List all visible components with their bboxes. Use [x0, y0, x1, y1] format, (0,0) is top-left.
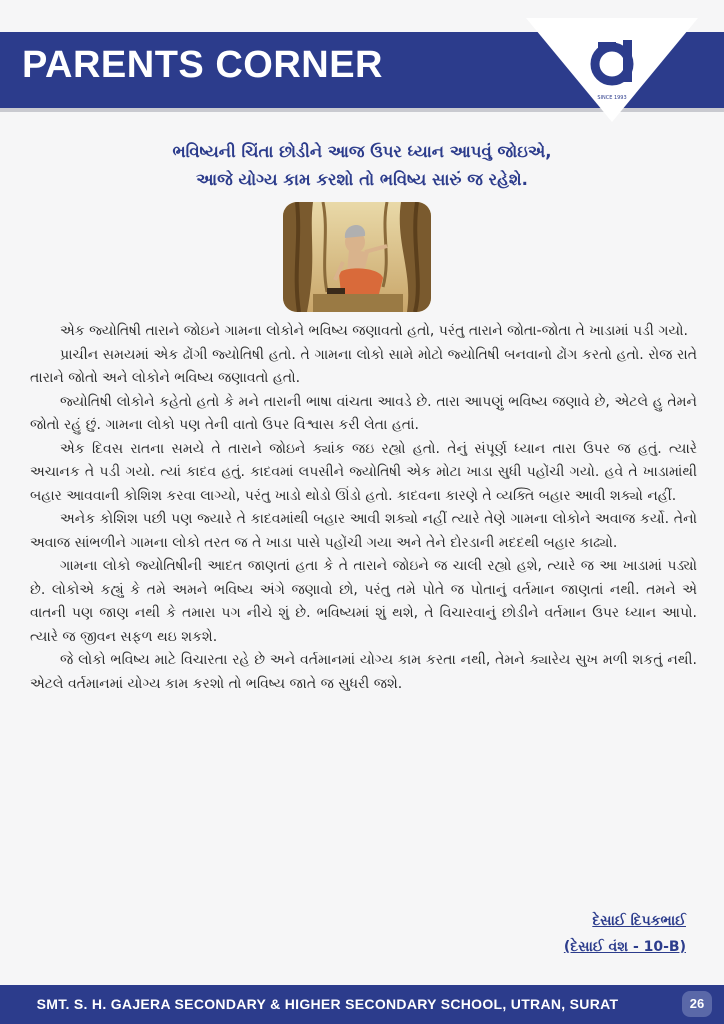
- paragraph: એક જ્યોતિષી તારાને જોઇને ગામના લોકોને ભવિષ્ય જણાવતો હતો, પરંતુ તારાને જોતા-જોતા તે ખાડામાં પડી ગયો.: [60, 323, 688, 339]
- section-title: PARENTS CORNER: [22, 44, 383, 86]
- paragraph: ગામના લોકો જ્યોતિષીની આદત જાણતાં હતા કે તે તારાને જોઇને જ ચાલી રહ્યો હશે, ત્યારે જ આ ખાડામાં પડ્યો છે. લોકોએ કહ્યું કે તમે અમને ભવિષ્ય અંગે જણાવો છો, પરંતુ તમે પોતે જ પોતાનું વર્તમાન જાણતાં નથી. તમને એ વાતની પણ જાણ નથી કે તમારા પગ નીચે શું છે. ભવિષ્યમાં શું થશે, તે વિચારવાનું છોડીને વર્તમાન ઉપર ધ્યાન આપો. ત્યારે જ જીવન સફળ થઇ શકશે.: [30, 558, 697, 645]
- paragraph: અનેક કોશિશ પછી પણ જ્યારે તે કાદવમાંથી બહાર આવી શક્યો નહીં ત્યારે તેણે ગામના લોકોને અવાજ કર્યો. તેનો અવાજ સાંભળીને ગામના લોકો તરત જ તે ખાડા પાસે પહોંચી ગયા અને તેને દોરડાની મદદથી બહાર કાઢ્યો.: [30, 511, 697, 551]
- article-body: [30, 320, 697, 696]
- page-footer: [0, 985, 724, 1024]
- logo-icon: [568, 30, 656, 94]
- school-logo: [568, 30, 656, 110]
- headline-line-2: આજે યોગ્ય કામ કરશો તો ભવિષ્ય સારું જ રહેશે.: [196, 170, 528, 189]
- paragraph: પ્રાચીન સમયમાં એક ઢોંગી જ્યોતિષી હતો. તે ગામના લોકો સામે મોટો જ્યોતિષી બનવાનો ઢોંગ કરતો હતો. રોજ રાતે તારાને જોતો અને લોકોને ભવિષ્ય જણાવતો હતો.: [30, 346, 697, 386]
- article-headline: [0, 138, 724, 194]
- paragraph: જ્યોતિષી લોકોને કહેતો હતો કે મને તારાની ભાષા વાંચતા આવડે છે. તારા આપણું ભવિષ્ય જણાવે છે, એટલે હુ તેમને જોતો રહું છું. ગામના લોકો પણ તેની વાતો ઉપર વિશ્વાસ કરી લેતા હતાં.: [30, 393, 697, 433]
- author-signature: [564, 908, 686, 960]
- paragraph: એક દિવસ રાતના સમયે તે તારાને જોઇને ક્યાંક જઇ રહ્યો હતો. તેનું સંપૂર્ણ ધ્યાન તારા ઉપર જ હતું. ત્યારે અચાનક તે પડી ગયો. ત્યાં કાદવ હતું. કાદવમાં લપસીને જ્યોતિષી એક મોટા ખાડા સુધી પહોંચી ગયો. હવે તે ખાડામાંથી બહાર આવવાની કોશિશ કરવા લાગ્યો, પરંતુ ખાડો થોડો ઊંડો હતો. કાદવના કારણે તે વ્યક્તિ બહાર આવી શક્યો નહીં.: [30, 440, 697, 504]
- page-header: [0, 32, 724, 108]
- headline-line-1: ભવિષ્યની ચિંતા છોડીને આજ ઉપર ધ્યાન આપવું જોઇએ,: [172, 142, 552, 161]
- astrologer-image: [283, 202, 431, 312]
- paragraph: જે લોકો ભવિષ્ય માટે વિચારતા રહે છે અને વર્તમાનમાં યોગ્ય કામ કરતા નથી, તેમને ક્યારેય સુખ મળી શકતું નથી. એટલે વર્તમાનમાં યોગ્ય કામ કરશો તો ભવિષ્ય જાતે જ સુધરી જશે.: [30, 652, 697, 692]
- logo-since-text: SINCE 1993: [597, 95, 627, 101]
- school-name: SMT. S. H. GAJERA SECONDARY & HIGHER SECONDARY SCHOOL, UTRAN, SURAT: [36, 996, 619, 1012]
- page-number: 26: [682, 991, 712, 1017]
- astrologer-illustration: [283, 202, 431, 312]
- author-name: દેસાઈ દિપકભાઈ: [592, 913, 686, 929]
- author-relation: (દેસાઈ વંશ - 10-B): [563, 939, 686, 955]
